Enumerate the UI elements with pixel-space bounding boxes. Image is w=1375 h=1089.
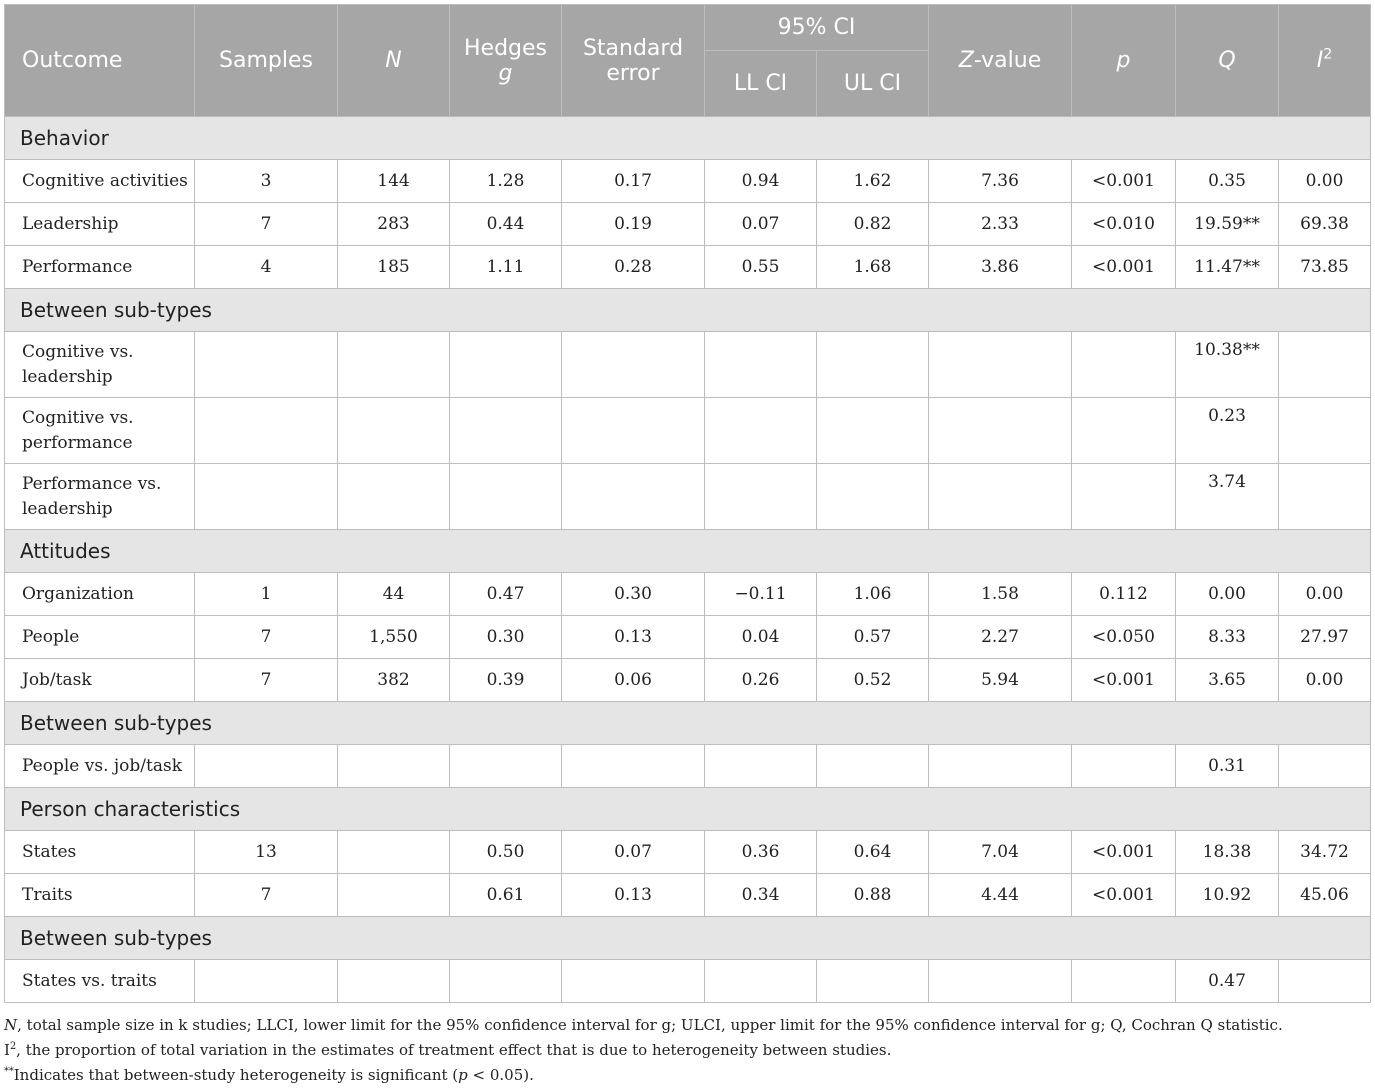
note-abbreviations (4, 1013, 1370, 1038)
table-row (5, 573, 1371, 616)
cell-p: <0.001 (1072, 874, 1176, 917)
cell-z-value (929, 332, 1072, 398)
cell-standard-error: 0.28 (562, 246, 705, 289)
cell-n (338, 332, 450, 398)
cell-n (338, 960, 450, 1003)
cell-n: 1,550 (338, 616, 450, 659)
cell-i2: 34.72 (1279, 831, 1371, 874)
header-hedges-label: Hedges (463, 35, 547, 61)
cell-p: <0.001 (1072, 659, 1176, 702)
cell-hedges-g: 0.39 (450, 659, 562, 702)
cell-outcome: People vs. job/task (5, 745, 195, 788)
note-i2-text: , the proportion of total variation in the estimates of treatment effect that is due to heterogeneity between studies. (16, 1041, 892, 1059)
cell-ll-ci (705, 464, 817, 530)
cell-z-value: 3.86 (929, 246, 1072, 289)
cell-samples (195, 332, 338, 398)
cell-p (1072, 332, 1176, 398)
note-significance-text: Indicates that between-study heterogeneity is significant ( (13, 1066, 459, 1084)
cell-n (338, 464, 450, 530)
cell-n: 144 (338, 160, 450, 203)
note-i2 (4, 1038, 1370, 1063)
cell-ll-ci (705, 332, 817, 398)
cell-q: 0.00 (1176, 573, 1279, 616)
cell-samples: 7 (195, 874, 338, 917)
section-header-row (5, 530, 1371, 573)
cell-hedges-g (450, 464, 562, 530)
table-row (5, 332, 1371, 398)
note-i2-letter: I (4, 1041, 10, 1059)
table-row (5, 616, 1371, 659)
cell-hedges-g: 0.50 (450, 831, 562, 874)
cell-outcome: Cognitive activities (5, 160, 195, 203)
cell-standard-error (562, 745, 705, 788)
cell-ll-ci: 0.94 (705, 160, 817, 203)
cell-outcome: States vs. traits (5, 960, 195, 1003)
cell-ll-ci: −0.11 (705, 573, 817, 616)
header-hedges-g (450, 5, 562, 117)
note-abbreviations-text: , total sample size in k studies; LLCI, lower limit for the 95% confidence interval for g; ULCI, upper limit for the 95% confidence interval for g; Q, Cochran Q statistic. (17, 1016, 1283, 1034)
cell-q: 3.74 (1176, 464, 1279, 530)
cell-i2: 0.00 (1279, 160, 1371, 203)
cell-hedges-g: 0.47 (450, 573, 562, 616)
cell-n: 283 (338, 203, 450, 246)
note-stars: ** (4, 1066, 14, 1077)
section-label: Between sub-types (5, 702, 1371, 745)
cell-n (338, 831, 450, 874)
cell-n: 382 (338, 659, 450, 702)
cell-outcome: Performance (5, 246, 195, 289)
cell-outcome: Cognitive vs. performance (5, 398, 195, 464)
header-z-suffix: -value (973, 48, 1042, 73)
cell-standard-error: 0.19 (562, 203, 705, 246)
cell-i2: 27.97 (1279, 616, 1371, 659)
cell-samples: 4 (195, 246, 338, 289)
cell-samples: 3 (195, 160, 338, 203)
cell-q: 0.47 (1176, 960, 1279, 1003)
cell-p: <0.010 (1072, 203, 1176, 246)
cell-q: 0.23 (1176, 398, 1279, 464)
cell-ll-ci: 0.55 (705, 246, 817, 289)
section-header-row (5, 917, 1371, 960)
cell-outcome: Cognitive vs. leadership (5, 332, 195, 398)
cell-q: 11.47** (1176, 246, 1279, 289)
cell-hedges-g (450, 960, 562, 1003)
cell-hedges-g: 0.30 (450, 616, 562, 659)
cell-ul-ci: 0.52 (817, 659, 929, 702)
note-significance (4, 1063, 1370, 1088)
cell-i2 (1279, 398, 1371, 464)
section-label: Between sub-types (5, 289, 1371, 332)
table-row (5, 398, 1371, 464)
header-i2-sup: 2 (1323, 46, 1333, 63)
cell-q: 10.38** (1176, 332, 1279, 398)
section-label: Behavior (5, 117, 1371, 160)
cell-z-value (929, 464, 1072, 530)
cell-ul-ci (817, 960, 929, 1003)
cell-ul-ci (817, 332, 929, 398)
cell-outcome: Job/task (5, 659, 195, 702)
table-row (5, 464, 1371, 530)
table-row (5, 960, 1371, 1003)
cell-ul-ci (817, 464, 929, 530)
cell-n: 44 (338, 573, 450, 616)
header-q: Q (1176, 5, 1279, 117)
cell-p: <0.050 (1072, 616, 1176, 659)
table-row (5, 246, 1371, 289)
header-n: N (338, 5, 450, 117)
cell-standard-error: 0.07 (562, 831, 705, 874)
section-header-row (5, 117, 1371, 160)
cell-q: 10.92 (1176, 874, 1279, 917)
cell-hedges-g: 0.61 (450, 874, 562, 917)
section-label: Person characteristics (5, 788, 1371, 831)
cell-p: 0.112 (1072, 573, 1176, 616)
cell-ll-ci (705, 398, 817, 464)
cell-q: 8.33 (1176, 616, 1279, 659)
cell-ll-ci: 0.36 (705, 831, 817, 874)
cell-ll-ci (705, 960, 817, 1003)
cell-standard-error: 0.13 (562, 874, 705, 917)
cell-p (1072, 745, 1176, 788)
table-body (5, 117, 1371, 1003)
cell-q: 0.35 (1176, 160, 1279, 203)
cell-z-value: 4.44 (929, 874, 1072, 917)
cell-i2: 69.38 (1279, 203, 1371, 246)
cell-samples: 13 (195, 831, 338, 874)
cell-q: 3.65 (1176, 659, 1279, 702)
cell-z-value: 7.04 (929, 831, 1072, 874)
header-z-value (929, 5, 1072, 117)
cell-ll-ci: 0.07 (705, 203, 817, 246)
cell-z-value: 1.58 (929, 573, 1072, 616)
cell-q: 19.59** (1176, 203, 1279, 246)
section-label: Between sub-types (5, 917, 1371, 960)
cell-z-value (929, 960, 1072, 1003)
table-row (5, 659, 1371, 702)
cell-samples (195, 464, 338, 530)
cell-p (1072, 398, 1176, 464)
cell-q: 0.31 (1176, 745, 1279, 788)
cell-outcome: People (5, 616, 195, 659)
cell-n (338, 874, 450, 917)
section-label: Attitudes (5, 530, 1371, 573)
section-header-row (5, 702, 1371, 745)
cell-z-value: 7.36 (929, 160, 1072, 203)
header-p: p (1072, 5, 1176, 117)
table-row (5, 160, 1371, 203)
cell-outcome: Traits (5, 874, 195, 917)
header-ll-ci: LL CI (705, 51, 817, 117)
header-ul-ci: UL CI (817, 51, 929, 117)
section-header-row (5, 788, 1371, 831)
cell-p: <0.001 (1072, 246, 1176, 289)
cell-outcome: States (5, 831, 195, 874)
cell-q: 18.38 (1176, 831, 1279, 874)
cell-standard-error: 0.17 (562, 160, 705, 203)
cell-hedges-g: 1.28 (450, 160, 562, 203)
cell-i2: 73.85 (1279, 246, 1371, 289)
section-header-row (5, 289, 1371, 332)
table-notes (4, 1013, 1370, 1088)
header-z-symbol: Z (958, 48, 974, 73)
cell-ll-ci (705, 745, 817, 788)
cell-ul-ci (817, 398, 929, 464)
note-i2-sup: 2 (9, 1041, 17, 1052)
cell-ll-ci: 0.34 (705, 874, 817, 917)
cell-p: <0.001 (1072, 160, 1176, 203)
cell-ll-ci: 0.26 (705, 659, 817, 702)
header-i2-letter: I (1316, 48, 1324, 73)
cell-standard-error (562, 332, 705, 398)
cell-outcome: Leadership (5, 203, 195, 246)
header-i2 (1279, 5, 1371, 117)
cell-ul-ci: 0.64 (817, 831, 929, 874)
table-row (5, 831, 1371, 874)
cell-z-value (929, 745, 1072, 788)
cell-ul-ci: 0.88 (817, 874, 929, 917)
cell-standard-error (562, 464, 705, 530)
meta-analysis-table (4, 4, 1371, 1003)
cell-samples: 7 (195, 616, 338, 659)
cell-hedges-g: 1.11 (450, 246, 562, 289)
header-ci-group: 95% CI (705, 5, 929, 51)
cell-hedges-g (450, 745, 562, 788)
cell-outcome: Performance vs. leadership (5, 464, 195, 530)
cell-i2: 0.00 (1279, 659, 1371, 702)
cell-i2: 45.06 (1279, 874, 1371, 917)
cell-hedges-g (450, 332, 562, 398)
cell-hedges-g: 0.44 (450, 203, 562, 246)
header-hedges-g-symbol: g (498, 60, 513, 86)
cell-p (1072, 960, 1176, 1003)
note-significance-end: < 0.05). (467, 1066, 534, 1084)
table-header (5, 5, 1371, 117)
cell-p (1072, 464, 1176, 530)
cell-z-value (929, 398, 1072, 464)
note-n-symbol: N (4, 1016, 18, 1034)
cell-samples (195, 745, 338, 788)
cell-ul-ci: 1.62 (817, 160, 929, 203)
cell-standard-error (562, 960, 705, 1003)
cell-n: 185 (338, 246, 450, 289)
cell-samples: 7 (195, 203, 338, 246)
cell-hedges-g (450, 398, 562, 464)
cell-n (338, 745, 450, 788)
cell-z-value: 5.94 (929, 659, 1072, 702)
header-samples: Samples (195, 5, 338, 117)
cell-n (338, 398, 450, 464)
cell-samples (195, 398, 338, 464)
cell-i2 (1279, 332, 1371, 398)
cell-samples (195, 960, 338, 1003)
cell-z-value: 2.27 (929, 616, 1072, 659)
cell-i2 (1279, 464, 1371, 530)
cell-standard-error: 0.13 (562, 616, 705, 659)
table-row (5, 874, 1371, 917)
cell-standard-error: 0.30 (562, 573, 705, 616)
cell-ul-ci: 0.82 (817, 203, 929, 246)
table-row (5, 203, 1371, 246)
cell-standard-error (562, 398, 705, 464)
header-outcome: Outcome (5, 5, 195, 117)
cell-ul-ci: 0.57 (817, 616, 929, 659)
cell-ul-ci: 1.06 (817, 573, 929, 616)
cell-ul-ci: 1.68 (817, 246, 929, 289)
cell-outcome: Organization (5, 573, 195, 616)
cell-samples: 7 (195, 659, 338, 702)
cell-i2 (1279, 745, 1371, 788)
cell-ll-ci: 0.04 (705, 616, 817, 659)
cell-ul-ci (817, 745, 929, 788)
note-p-symbol: p (458, 1066, 468, 1084)
table-row (5, 745, 1371, 788)
cell-i2 (1279, 960, 1371, 1003)
cell-standard-error: 0.06 (562, 659, 705, 702)
cell-samples: 1 (195, 573, 338, 616)
cell-z-value: 2.33 (929, 203, 1072, 246)
cell-i2: 0.00 (1279, 573, 1371, 616)
cell-p: <0.001 (1072, 831, 1176, 874)
header-standard-error: Standard error (562, 5, 705, 117)
